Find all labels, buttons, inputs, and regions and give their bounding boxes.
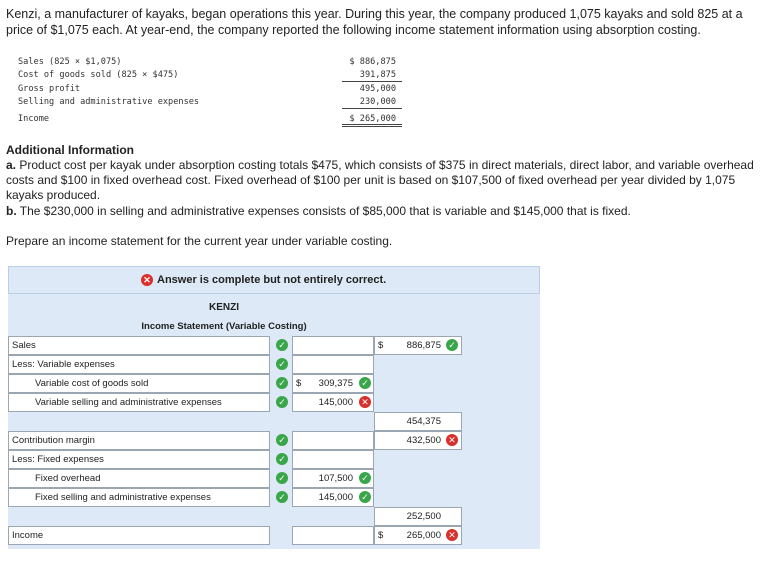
check-icon: ✓ bbox=[276, 472, 288, 484]
sales-total-cell[interactable] bbox=[374, 336, 462, 355]
income-total: 265,000 bbox=[406, 530, 441, 541]
sales-amount-cell[interactable] bbox=[292, 336, 374, 355]
item-b-label: b. bbox=[6, 204, 17, 218]
divider bbox=[342, 124, 402, 125]
divider bbox=[342, 126, 402, 127]
check-icon: ✓ bbox=[359, 472, 371, 484]
sales-total: 886,875 bbox=[406, 340, 441, 351]
check-icon: ✓ bbox=[276, 434, 288, 446]
var-sa-label: Variable selling and administrative expenses bbox=[35, 397, 222, 408]
less-variable-label: Less: Variable expenses bbox=[12, 359, 115, 370]
less-variable-amount-cell[interactable] bbox=[292, 355, 374, 374]
cm-total-cell[interactable] bbox=[374, 431, 462, 450]
abs-label-gross: Gross profit bbox=[18, 84, 81, 94]
cm-amount-cell[interactable] bbox=[292, 431, 374, 450]
fix-total: 252,500 bbox=[406, 511, 441, 522]
additional-a bbox=[6, 158, 766, 203]
x-circle-icon: ✕ bbox=[446, 434, 458, 446]
income-label-cell[interactable] bbox=[8, 526, 270, 545]
abs-value-sa: 230,000 bbox=[359, 97, 396, 107]
var-total: 454,375 bbox=[406, 416, 441, 427]
check-icon: ✓ bbox=[276, 396, 288, 408]
abs-label-cogs: Cost of goods sold (825 × $475) bbox=[18, 70, 179, 80]
variable-costing-table bbox=[8, 294, 540, 549]
dollar-sign: $ bbox=[296, 378, 302, 389]
abs-label-sales: Sales (825 × $1,075) bbox=[18, 57, 122, 67]
problem-intro: Kenzi, a manufacturer of kayaks, began operations this year. During this year, the company produced 1,075 kayaks and sold 825 at a price of $1,075 each. At year-end, the company reported the following income statement information using absorption costing. bbox=[6, 7, 743, 37]
check-icon: ✓ bbox=[446, 339, 458, 351]
answer-status-text: Answer is complete but not entirely correct. bbox=[157, 274, 387, 286]
fix-sa-amount-cell[interactable] bbox=[292, 488, 374, 507]
income-label: Income bbox=[12, 530, 44, 541]
fix-sa-cell[interactable] bbox=[8, 488, 270, 507]
less-fixed-cell[interactable] bbox=[8, 450, 270, 469]
fix-oh-label: Fixed overhead bbox=[35, 473, 101, 484]
less-variable-cell[interactable] bbox=[8, 355, 270, 374]
var-sa-amount-cell[interactable] bbox=[292, 393, 374, 412]
cm-label-cell[interactable] bbox=[8, 431, 270, 450]
x-circle-icon: ✕ bbox=[359, 396, 371, 408]
dollar-sign: $ bbox=[378, 530, 384, 541]
check-icon: ✓ bbox=[276, 491, 288, 503]
sales-label-cell[interactable] bbox=[8, 336, 270, 355]
check-icon: ✓ bbox=[276, 358, 288, 370]
item-b-text: The $230,000 in selling and administrative expenses consists of $85,000 that is variable and $145,000 that is fixed. bbox=[16, 204, 631, 218]
check-icon: ✓ bbox=[276, 339, 288, 351]
cm-label: Contribution margin bbox=[12, 435, 95, 446]
var-sa-cell[interactable] bbox=[8, 393, 270, 412]
fix-total-cell[interactable] bbox=[374, 507, 462, 526]
dollar-sign: $ bbox=[378, 340, 384, 351]
less-fixed-amount-cell[interactable] bbox=[292, 450, 374, 469]
fix-sa-label: Fixed selling and administrative expenses bbox=[35, 492, 211, 503]
income-amount-cell[interactable] bbox=[292, 526, 374, 545]
x-circle-icon: ✕ bbox=[141, 274, 153, 286]
check-icon: ✓ bbox=[359, 491, 371, 503]
abs-value-gross: 495,000 bbox=[359, 84, 396, 94]
less-fixed-label: Less: Fixed expenses bbox=[12, 454, 104, 465]
company-name: KENZI bbox=[209, 302, 239, 313]
sales-label: Sales bbox=[12, 340, 36, 351]
var-cogs-label: Variable cost of goods sold bbox=[35, 378, 149, 389]
check-icon: ✓ bbox=[276, 377, 288, 389]
cm-total: 432,500 bbox=[406, 435, 441, 446]
instruction: Prepare an income statement for the current year under variable costing. bbox=[6, 234, 393, 248]
var-cogs-cell[interactable] bbox=[8, 374, 270, 393]
var-sa-amount: 145,000 bbox=[318, 397, 353, 408]
x-circle-icon: ✕ bbox=[446, 529, 458, 541]
divider bbox=[342, 108, 402, 109]
fix-oh-amount: 107,500 bbox=[318, 473, 353, 484]
additional-heading: Additional Information bbox=[6, 143, 134, 157]
abs-label-sa: Selling and administrative expenses bbox=[18, 97, 200, 107]
divider bbox=[342, 81, 402, 82]
abs-label-income: Income bbox=[18, 114, 50, 124]
fix-sa-amount: 145,000 bbox=[318, 492, 353, 503]
var-total-cell[interactable] bbox=[374, 412, 462, 431]
abs-value-cogs: 391,875 bbox=[359, 70, 396, 80]
answer-status-banner bbox=[8, 266, 540, 294]
check-icon: ✓ bbox=[276, 453, 288, 465]
fix-oh-cell[interactable] bbox=[8, 469, 270, 488]
var-cogs-amount-cell[interactable] bbox=[292, 374, 374, 393]
item-a-label: a. bbox=[6, 158, 17, 172]
abs-value-income: $ 265,000 bbox=[349, 114, 396, 124]
statement-title: Income Statement (Variable Costing) bbox=[141, 321, 307, 332]
check-icon: ✓ bbox=[359, 377, 371, 389]
fix-oh-amount-cell[interactable] bbox=[292, 469, 374, 488]
item-a-text: Product cost per kayak under absorption costing totals $475, which consists of $375 in direct materials, direct labor, and variable overhead costs and $100 in fixed overhead cost. Fixed overhead of $100 per unit is based on $107,500 of fixed overhead per year divided by 1,075 kayaks produced. bbox=[6, 158, 754, 202]
var-cogs-amount: 309,375 bbox=[318, 378, 353, 389]
abs-value-sales: $ 886,875 bbox=[349, 57, 396, 67]
income-total-cell[interactable] bbox=[374, 526, 462, 545]
additional-b bbox=[6, 204, 766, 219]
